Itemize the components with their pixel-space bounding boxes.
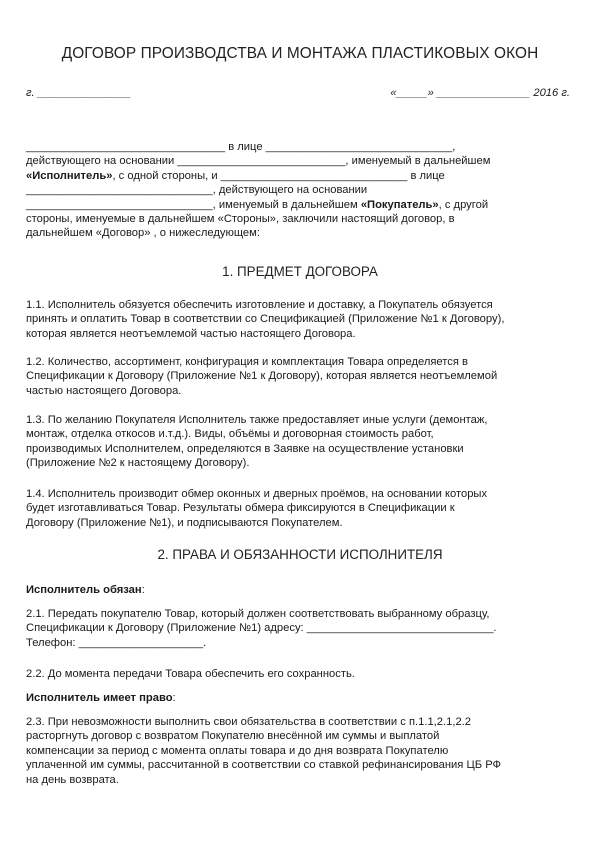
preamble <box>26 140 576 241</box>
preamble-line: действующего на основании ___________________________, именуемый в дальнейшем <box>26 155 491 168</box>
executor-right-label: Исполнитель имеет право: <box>26 692 176 704</box>
preamble-line: ________________________________ в лице ______________________________, <box>26 141 456 153</box>
city-field: г. _______________ <box>26 87 132 99</box>
clause-1-1: 1.1. Исполнитель обязуется обеспечить изготовление и доставку, а Покупатель обязуется принять и оплатить Товар в соответствии со Спецификацией (Приложение №1 к Договору), которая является неотъемлемой частью настоящего Договора. <box>26 299 505 340</box>
preamble-line: дальнейшем «Договор» , о нижеследующем: <box>26 227 260 240</box>
preamble-line: ______________________________, действующего на основании <box>26 184 368 197</box>
clause-1-3: 1.3. По желанию Покупателя Исполнитель также предоставляет иные услуги (демонтаж, монтаж, отделка откосов и.т.д.). Виды, объёмы и договорная стоимость работ, производимых Исполнителем, определяются в Заявке на осуществление установки (Приложение №2 к настоящему Договору). <box>26 414 488 470</box>
preamble-line: стороны, именуемые в дальнейшем «Стороны», заключили настоящий договор, в <box>26 213 455 226</box>
clause-2-1: 2.1. Передать покупателю Товар, который должен соответствовать выбранному образцу, Спецификации к Договору (Приложение №1) адресу: ______________________________. Телефон: ____________________. <box>26 608 497 649</box>
section-1-heading: 1. ПРЕДМЕТ ДОГОВОРА <box>222 264 378 279</box>
preamble-line: «Исполнитель», с одной стороны, и ______________________________ в лице <box>26 169 445 182</box>
clause-2-2: 2.2. До момента передачи Товара обеспечить его сохранность. <box>26 668 355 680</box>
clause-1-2: 1.2. Количество, ассортимент, конфигурация и комплектация Товара определяется в Спецификации к Договору (Приложение №1 к Договору), которая является неотъемлемой частью настоящего Договора. <box>26 356 498 397</box>
executor-term: «Исполнитель» <box>26 169 113 182</box>
clause-2-3: 2.3. При невозможности выполнить свои обязательства в соответствии с п.1.1,2.1,2.2 расторгнуть договор с возвратом Покупателю внесённой им суммы и выплатой компенсации за период с момента оплаты товара и до дня возврата Покупателю уплаченной им суммы, рассчитанной в соответствии со ставкой рефинансирования ЦБ РФ на день возврата. <box>26 716 502 786</box>
buyer-term: «Покупатель» <box>360 198 439 211</box>
date-field: «_____» _______________ 2016 г. <box>390 87 570 99</box>
preamble-line: ______________________________, именуемый в дальнейшем «Покупатель», с другой <box>26 198 489 211</box>
section-2-heading: 2. ПРАВА И ОБЯЗАННОСТИ ИСПОЛНИТЕЛЯ <box>157 547 443 562</box>
clause-1-4: 1.4. Исполнитель производит обмер оконных и дверных проёмов, на основании которых будет изготавливаться Товар. Результаты обмера фиксируются в Спецификации к Договору (Приложение №1), и подписываются Покупателем. <box>26 488 488 529</box>
executor-obliged-label: Исполнитель обязан: <box>26 584 145 596</box>
document-title: ДОГОВОР ПРОИЗВОДСТВА И МОНТАЖА ПЛАСТИКОВЫХ ОКОН <box>61 45 539 62</box>
